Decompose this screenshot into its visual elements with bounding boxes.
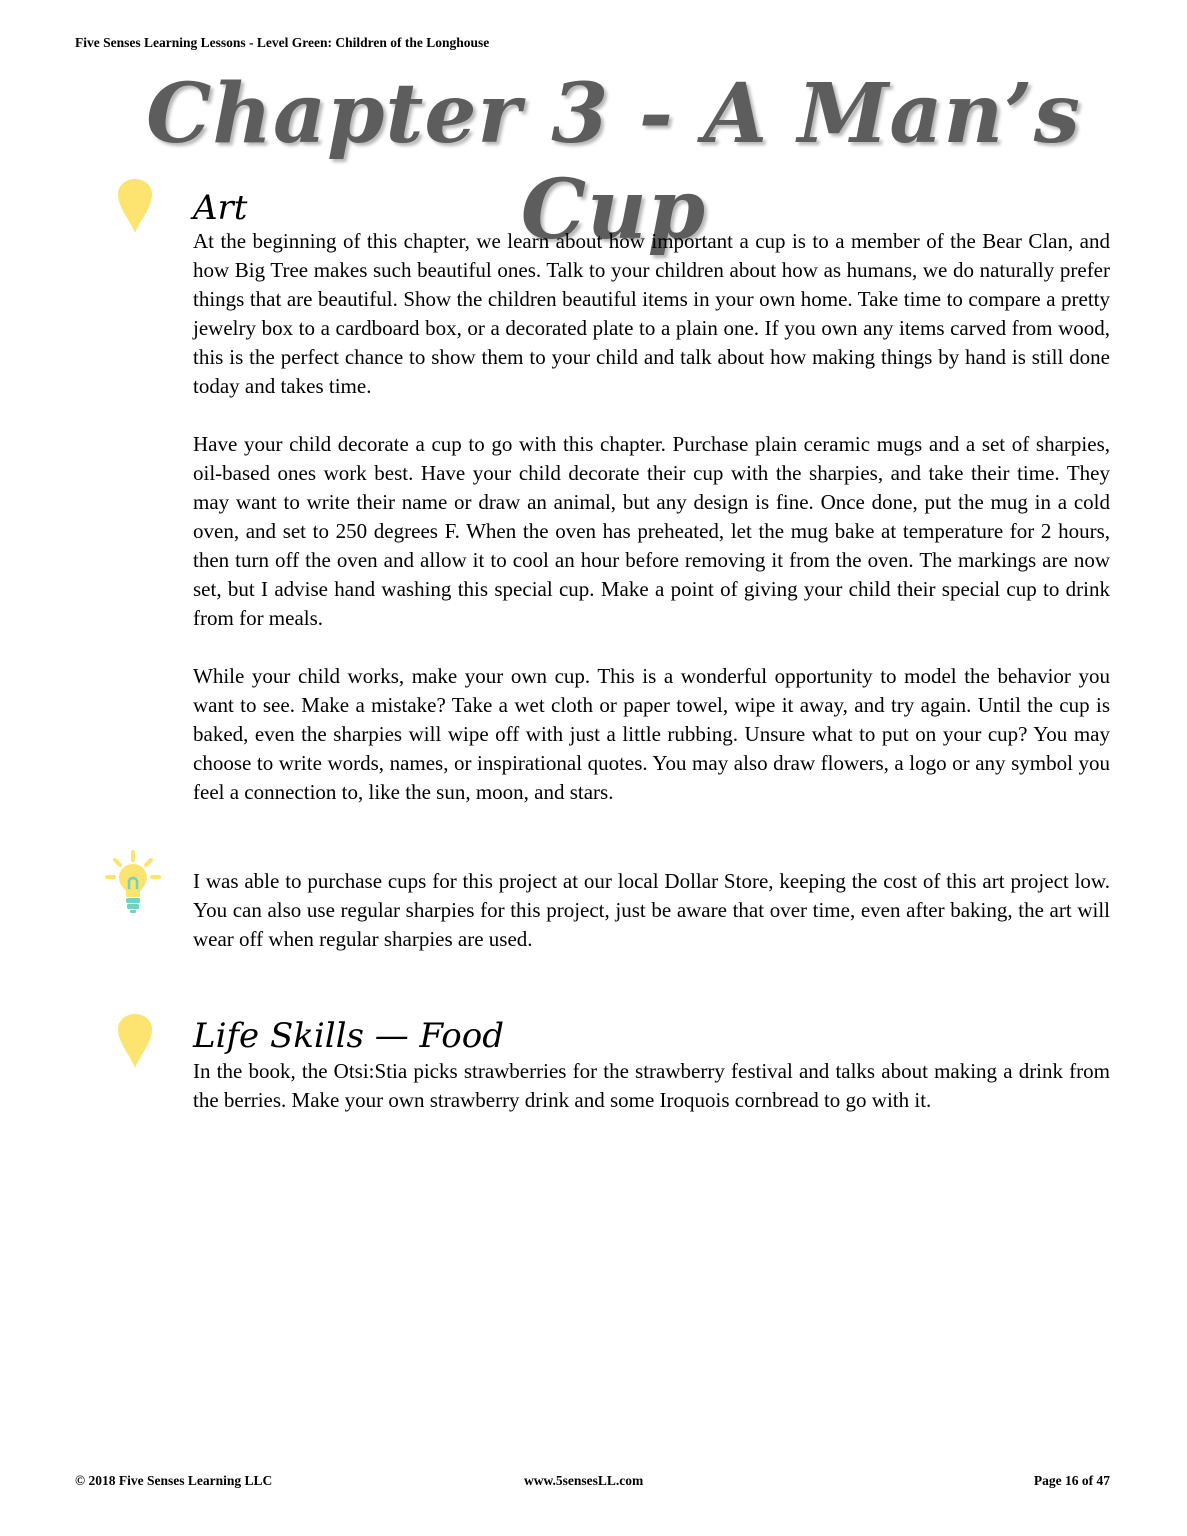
footer-copyright: © 2018 Five Senses Learning LLC [75,1473,273,1488]
yellow-drop-icon [117,1013,153,1069]
art-paragraph-3: While your child works, make your own cup. This is a wonderful opportunity to model the behavior you want to see. Make a mistake? Take a wet cloth or paper towel, wipe it away, and try again. Until the cup is baked, even the sharpies will wipe off with just a little rubbing. Unsure what to put on your cup? You may choose to write words, names, or inspirational quotes. You may also draw flowers, a logo or any symbol you feel a connection to, like the sun, moon, and stars. [193,664,1110,804]
lightbulb-icon [105,849,161,915]
art-paragraph-1: At the beginning of this chapter, we learn about how important a cup is to a member of the Bear Clan, and how Big Tree makes such beautiful ones. Talk to your children about how as humans, we do naturally prefer things that are beautiful. Show the children beautiful items in your own home. Take time to compare a pretty jewelry box to a cardboard box, or a decorated plate to a plain one. If you own any items carved from wood, this is the perfect chance to show them to your child and talk about how making things by hand is still done today and takes time. [193,229,1110,398]
section-title-life-skills: Life Skills — Food [193,1016,504,1056]
chapter-title: Chapter 3 - A Man’s Cup [146,66,1081,258]
footer-website: www.5sensesLL.com [524,1473,644,1488]
art-tip: I was able to purchase cups for this project at our local Dollar Store, keeping the cost of this art project low. You can also use regular sharpies for this project, just be aware that over time, even after baking, the art will wear off when regular sharpies are used. [193,869,1110,951]
running-header: Five Senses Learning Lessons - Level Green: Children of the Longhouse [75,35,490,50]
yellow-drop-icon [117,178,153,234]
section-title-art: Art [193,188,248,228]
life-skills-paragraph-1: In the book, the Otsi:Stia picks strawberries for the strawberry festival and talks about making a drink from the berries. Make your own strawberry drink and some Iroquois cornbread to go with it. [193,1059,1110,1112]
footer-page-number: Page 16 of 47 [1033,1473,1110,1488]
art-paragraph-2: Have your child decorate a cup to go with this chapter. Purchase plain ceramic mugs and a set of sharpies, oil-based ones work best. Have your child decorate their cup with the sharpies, and take their time. They may want to write their name or draw an animal, but any design is fine. Once done, put the mug in a cold oven, and set to 250 degrees F. When the oven has preheated, let the mug bake at temperature for 2 hours, then turn off the oven and allow it to cool an hour before removing it from the oven. The markings are now set, but I advise hand washing this special cup. Make a point of giving your child their special cup to drink from for meals. [193,432,1110,630]
